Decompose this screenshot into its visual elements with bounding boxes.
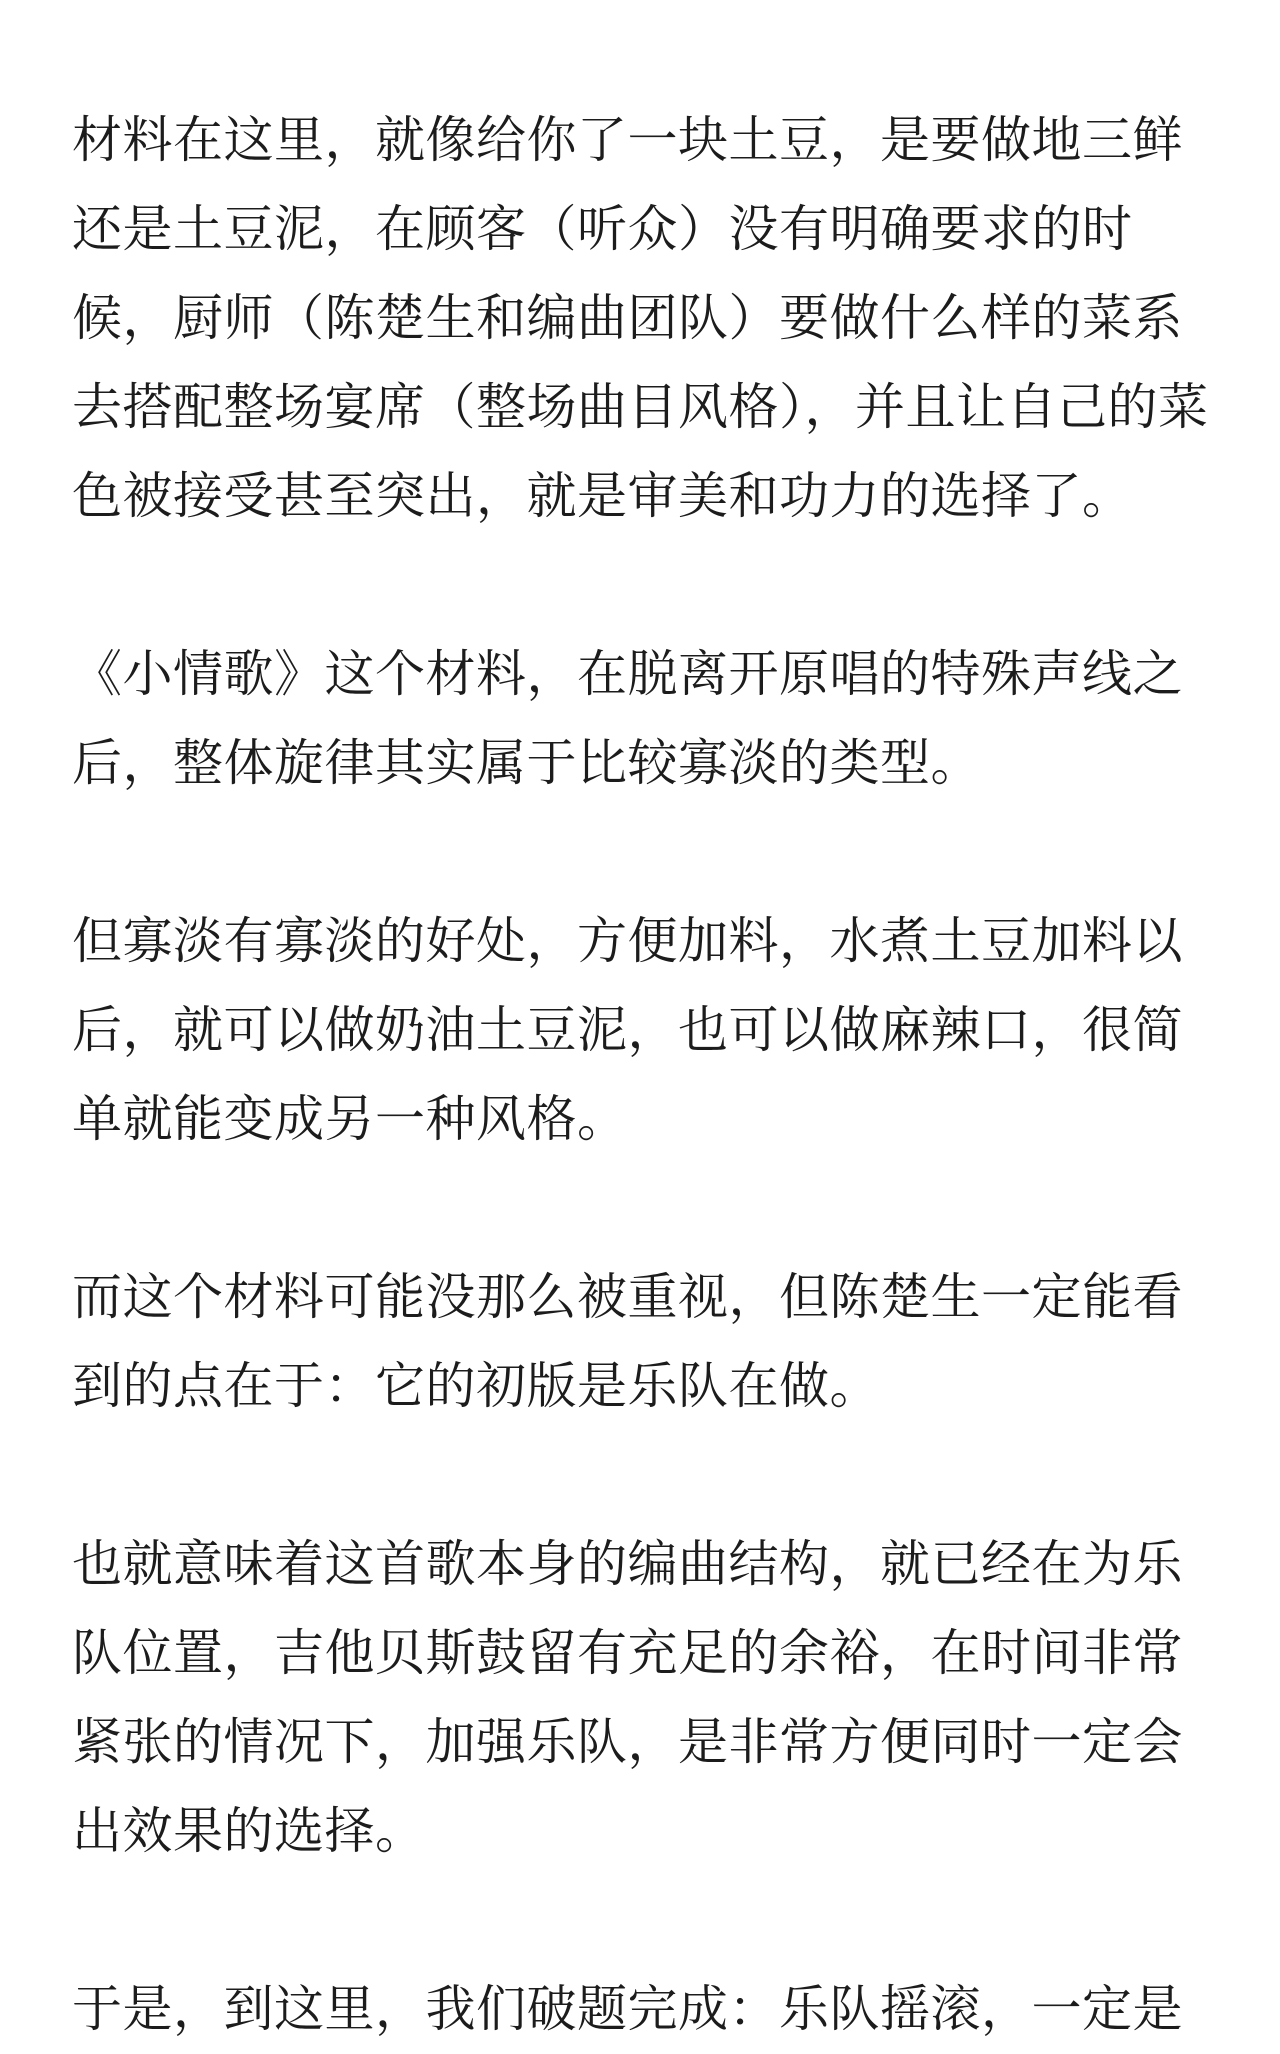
article-body [72, 96, 1212, 2054]
paragraph-2: 《小情歌》这个材料，在脱离开原唱的特殊声线之后，整体旋律其实属于比较寡淡的类型。 [72, 645, 1183, 792]
paragraph-1: 材料在这里，就像给你了一块土豆，是要做地三鲜还是土豆泥，在顾客（听众）没有明确要求的时候，厨师（陈楚生和编曲团队）要做什么样的菜系去搭配整场宴席（整场曲目风格），并且让自己的菜色被接受甚至突出，就是审美和功力的选择了。 [72, 111, 1209, 525]
paragraph-5: 也就意味着这首歌本身的编曲结构，就已经在为乐队位置，吉他贝斯鼓留有充足的余裕，在时间非常紧张的情况下，加强乐队，是非常方便同时一定会出效果的选择。 [72, 1535, 1183, 1860]
paragraph-3: 但寡淡有寡淡的好处，方便加料，水煮土豆加料以后，就可以做奶油土豆泥，也可以做麻辣口，很简单就能变成另一种风格。 [72, 912, 1183, 1148]
paragraph-4: 而这个材料可能没那么被重视，但陈楚生一定能看到的点在于：它的初版是乐队在做。 [72, 1268, 1183, 1415]
paragraph-6: 于是，到这里，我们破题完成：乐队摇滚，一定是 [72, 1980, 1183, 2038]
